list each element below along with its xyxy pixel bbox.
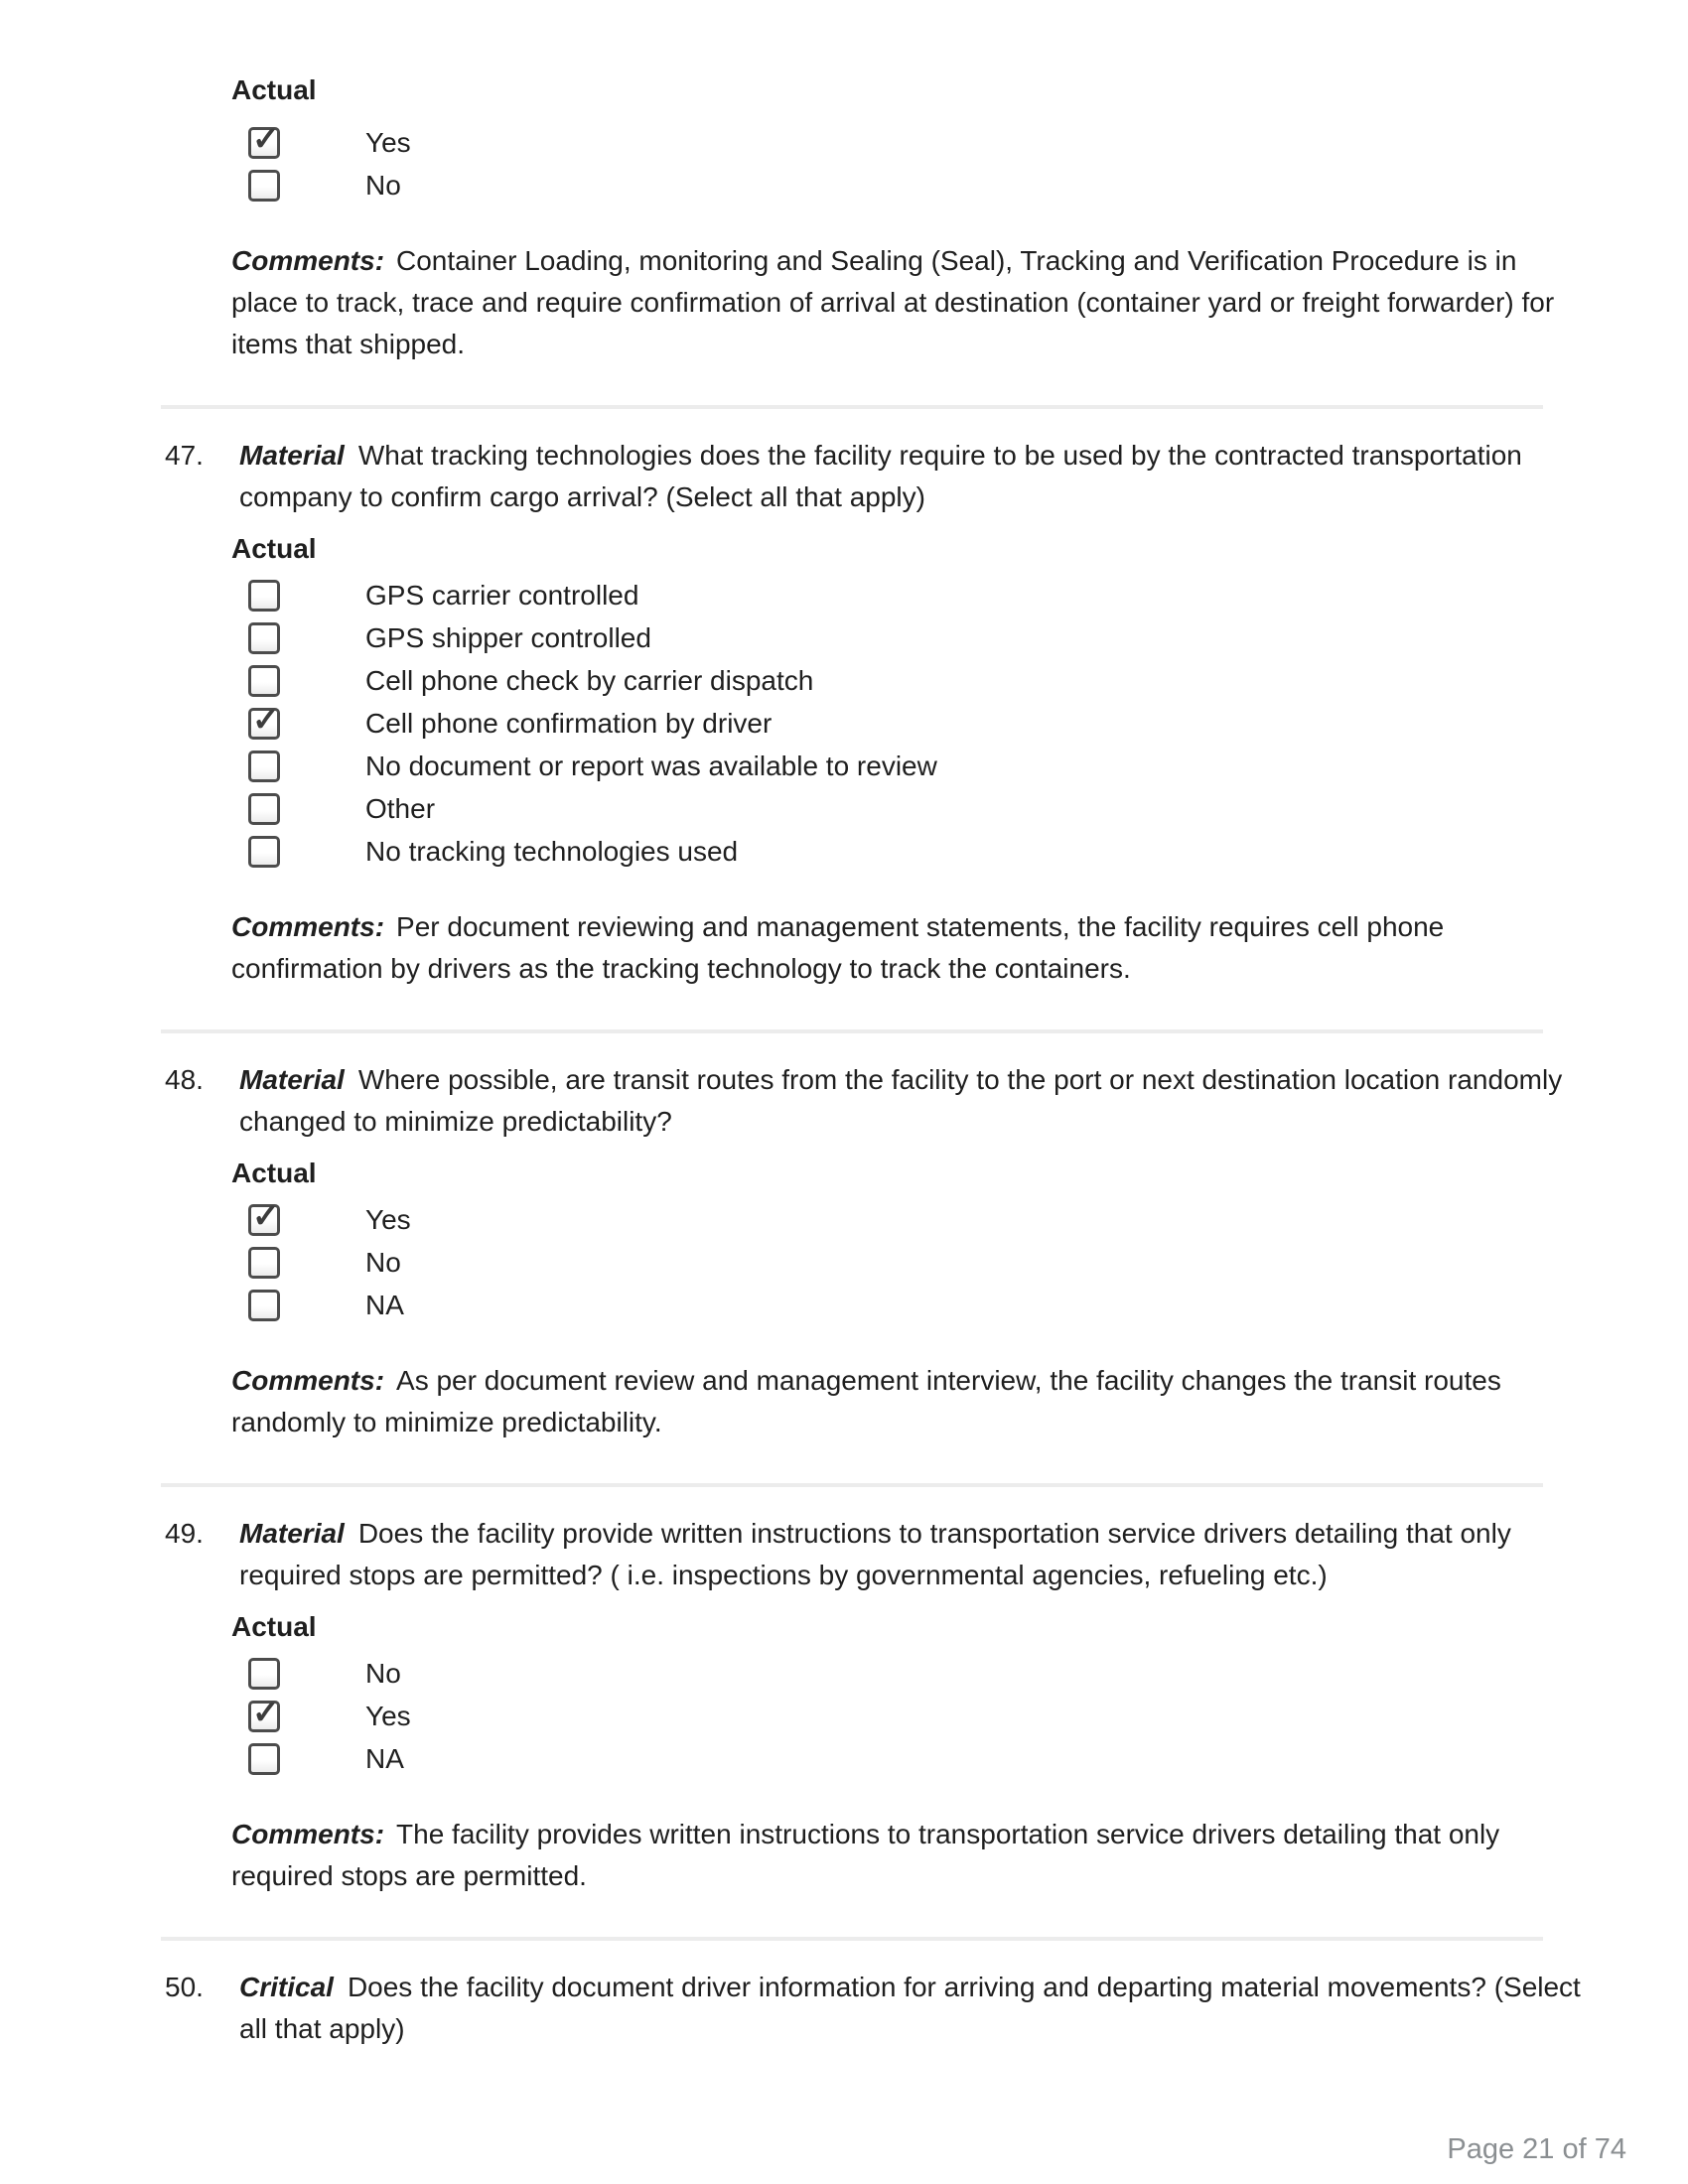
option-label: Cell phone check by carrier dispatch bbox=[365, 664, 814, 696]
question-number: 49. bbox=[165, 1518, 204, 1549]
checkbox[interactable] bbox=[248, 580, 280, 612]
question-block-47 bbox=[0, 435, 1688, 990]
question-block-48 bbox=[0, 1059, 1688, 1443]
checkbox[interactable] bbox=[248, 622, 280, 654]
checkbox[interactable] bbox=[248, 1658, 280, 1690]
question-block-50 bbox=[0, 1967, 1688, 2050]
option-row bbox=[248, 1652, 1688, 1695]
actual-label: Actual bbox=[231, 533, 317, 564]
option-row bbox=[248, 659, 1688, 702]
option-row bbox=[248, 1284, 1688, 1326]
option-row bbox=[248, 1695, 1688, 1737]
question-severity: Material bbox=[239, 440, 345, 471]
option-row bbox=[248, 616, 1688, 659]
option-label: No bbox=[365, 1246, 401, 1278]
option-row bbox=[248, 1737, 1688, 1780]
option-row bbox=[248, 745, 1688, 787]
checkbox[interactable] bbox=[248, 836, 280, 868]
option-label: Cell phone confirmation by driver bbox=[365, 707, 773, 739]
comments-label: Comments: bbox=[231, 1819, 385, 1849]
question-text: Does the facility provide written instructions to transportation service drivers detailing that only required stops are permitted? ( i.e. inspections by governmental agencies, refueling etc.) bbox=[239, 1518, 1511, 1590]
option-row bbox=[248, 1198, 1688, 1241]
section-divider bbox=[161, 1937, 1543, 1941]
checkbox[interactable] bbox=[248, 793, 280, 825]
option-row bbox=[248, 1241, 1688, 1284]
option-label: Yes bbox=[365, 126, 411, 158]
options-list bbox=[0, 121, 1688, 206]
comments bbox=[231, 906, 1562, 990]
comments-label: Comments: bbox=[231, 1365, 385, 1396]
section-divider bbox=[161, 1483, 1543, 1487]
checkmark-icon: ✓ bbox=[252, 700, 280, 738]
options-list bbox=[0, 1198, 1688, 1326]
question-line bbox=[165, 1059, 1590, 1143]
option-label: NA bbox=[365, 1742, 404, 1774]
option-row bbox=[248, 164, 1688, 206]
option-label: No bbox=[365, 169, 401, 201]
question-severity: Material bbox=[239, 1064, 345, 1095]
checkbox[interactable] bbox=[248, 1196, 280, 1236]
comments-text: Container Loading, monitoring and Sealing (Seal), Tracking and Verification Procedure is in place to track, trace and require confirmation of arrival at destination (container yard or freight forwarder) for items that shipped. bbox=[231, 245, 1555, 359]
question-line bbox=[165, 1513, 1590, 1596]
checkbox[interactable] bbox=[248, 665, 280, 697]
question-text: Does the facility document driver information for arriving and departing material movements? (Select all that apply) bbox=[239, 1972, 1581, 2044]
checkbox[interactable] bbox=[248, 170, 280, 202]
option-row bbox=[248, 121, 1688, 164]
option-label: NA bbox=[365, 1289, 404, 1320]
question-severity: Critical bbox=[239, 1972, 334, 2002]
comments-text: As per document review and management interview, the facility changes the transit routes randomly to minimize predictability. bbox=[231, 1365, 1501, 1437]
section-divider bbox=[161, 1029, 1543, 1033]
comments-text: Per document reviewing and management statements, the facility requires cell phone confirmation by drivers as the tracking technology to track the containers. bbox=[231, 911, 1445, 984]
question-line bbox=[165, 435, 1590, 518]
comments-label: Comments: bbox=[231, 245, 385, 276]
comments bbox=[231, 1814, 1562, 1897]
comments bbox=[231, 1360, 1562, 1443]
option-row bbox=[248, 787, 1688, 830]
checkbox[interactable] bbox=[248, 119, 280, 159]
option-row bbox=[248, 702, 1688, 745]
option-label: GPS carrier controlled bbox=[365, 579, 639, 611]
section-divider bbox=[161, 405, 1543, 409]
checkbox[interactable] bbox=[248, 751, 280, 782]
option-label: Yes bbox=[365, 1203, 411, 1235]
question-text: Where possible, are transit routes from the facility to the port or next destination location randomly changed to minimize predictability? bbox=[239, 1064, 1563, 1137]
option-label: No tracking technologies used bbox=[365, 835, 739, 867]
options-list bbox=[0, 574, 1688, 873]
checkmark-icon: ✓ bbox=[252, 1693, 280, 1730]
actual-label: Actual bbox=[231, 74, 317, 105]
question-number: 50. bbox=[165, 1972, 204, 2002]
checkbox[interactable] bbox=[248, 1743, 280, 1775]
option-label: No bbox=[365, 1657, 401, 1689]
comments-text: The facility provides written instructions to transportation service drivers detailing that only required stops are permitted. bbox=[231, 1819, 1500, 1891]
question-block-49 bbox=[0, 1513, 1688, 1897]
option-label: GPS shipper controlled bbox=[365, 621, 651, 653]
checkbox[interactable] bbox=[248, 700, 280, 740]
comments bbox=[231, 240, 1562, 365]
option-label: Other bbox=[365, 792, 436, 824]
checkbox[interactable] bbox=[248, 1290, 280, 1321]
question-number: 48. bbox=[165, 1064, 204, 1095]
question-severity: Material bbox=[239, 1518, 345, 1549]
question-line bbox=[165, 1967, 1590, 2050]
comments-label: Comments: bbox=[231, 911, 385, 942]
option-label: No document or report was available to review bbox=[365, 750, 937, 781]
checkmark-icon: ✓ bbox=[252, 119, 280, 157]
option-row bbox=[248, 574, 1688, 616]
option-label: Yes bbox=[365, 1700, 411, 1731]
actual-label: Actual bbox=[231, 1158, 317, 1188]
page-number: Page 21 of 74 bbox=[1447, 2133, 1626, 2165]
question-text: What tracking technologies does the facility require to be used by the contracted transportation company to confirm cargo arrival? (Select all that apply) bbox=[239, 440, 1522, 512]
checkmark-icon: ✓ bbox=[252, 1196, 280, 1234]
options-list bbox=[0, 1652, 1688, 1780]
option-row bbox=[248, 830, 1688, 873]
checkbox[interactable] bbox=[248, 1693, 280, 1732]
checkbox[interactable] bbox=[248, 1247, 280, 1279]
actual-label: Actual bbox=[231, 1611, 317, 1642]
question-block-continuation bbox=[0, 75, 1688, 365]
question-number: 47. bbox=[165, 440, 204, 471]
